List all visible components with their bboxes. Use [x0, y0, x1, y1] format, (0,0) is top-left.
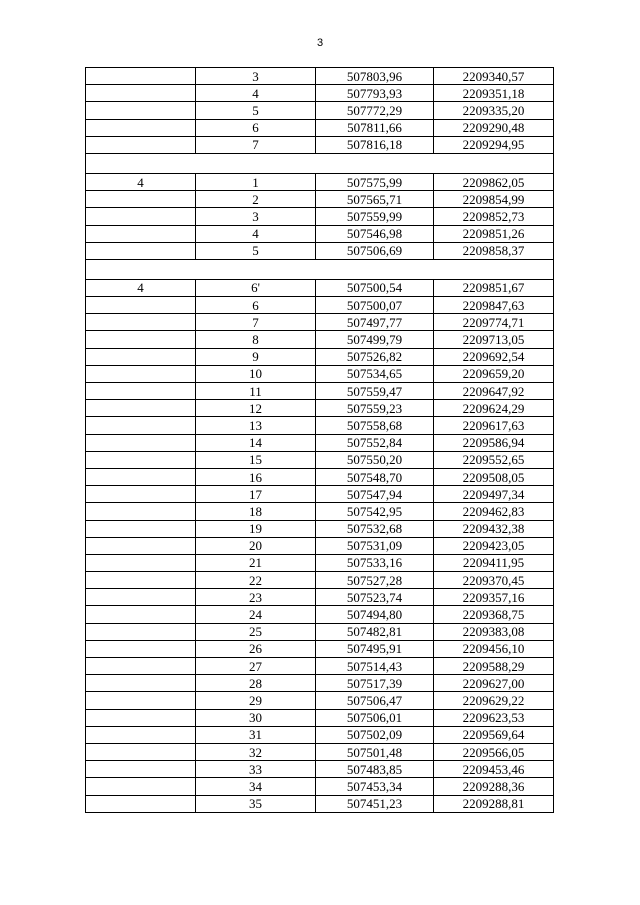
- group-label-cell: [86, 331, 196, 348]
- y-coordinate-cell: 2209288,36: [434, 778, 554, 795]
- x-coordinate-cell: 507500,54: [316, 279, 434, 296]
- y-coordinate-cell: 2209288,81: [434, 795, 554, 812]
- table-row: [86, 68, 554, 85]
- group-label-cell: [86, 451, 196, 468]
- x-coordinate-cell: 507526,82: [316, 348, 434, 365]
- x-coordinate-cell: 507811,66: [316, 119, 434, 136]
- y-coordinate-cell: 2209432,38: [434, 520, 554, 537]
- group-label-cell: [86, 572, 196, 589]
- point-number-cell: 18: [196, 503, 316, 520]
- x-coordinate-cell: 507559,47: [316, 383, 434, 400]
- table-row: [86, 417, 554, 434]
- x-coordinate-cell: 507502,09: [316, 726, 434, 743]
- table-row: [86, 365, 554, 382]
- x-coordinate-cell: 507548,70: [316, 468, 434, 485]
- point-number-cell: 28: [196, 675, 316, 692]
- point-number-cell: 11: [196, 383, 316, 400]
- table-row: [86, 297, 554, 314]
- point-number-cell: 14: [196, 434, 316, 451]
- point-number-cell: 30: [196, 709, 316, 726]
- table-row: [86, 314, 554, 331]
- x-coordinate-cell: 507517,39: [316, 675, 434, 692]
- point-number-cell: 17: [196, 486, 316, 503]
- group-separator-row: [86, 153, 554, 173]
- x-coordinate-cell: 507772,29: [316, 102, 434, 119]
- group-label-cell: [86, 434, 196, 451]
- y-coordinate-cell: 2209423,05: [434, 537, 554, 554]
- x-coordinate-cell: 507494,80: [316, 606, 434, 623]
- y-coordinate-cell: 2209588,29: [434, 658, 554, 675]
- group-label-cell: [86, 348, 196, 365]
- y-coordinate-cell: 2209552,65: [434, 451, 554, 468]
- group-label-cell: 4: [86, 279, 196, 296]
- x-coordinate-cell: 507559,99: [316, 208, 434, 225]
- table-row: [86, 468, 554, 485]
- y-coordinate-cell: 2209370,45: [434, 572, 554, 589]
- point-number-cell: 20: [196, 537, 316, 554]
- group-label-cell: [86, 778, 196, 795]
- group-label-cell: [86, 692, 196, 709]
- table-row: [86, 119, 554, 136]
- point-number-cell: 7: [196, 314, 316, 331]
- group-label-cell: [86, 85, 196, 102]
- y-coordinate-cell: 2209335,20: [434, 102, 554, 119]
- table-row: [86, 640, 554, 657]
- point-number-cell: 35: [196, 795, 316, 812]
- group-label-cell: [86, 102, 196, 119]
- coordinates-table-body: [86, 68, 554, 813]
- table-row: [86, 102, 554, 119]
- table-row: [86, 692, 554, 709]
- group-label-cell: [86, 761, 196, 778]
- group-label-cell: [86, 795, 196, 812]
- y-coordinate-cell: 2209629,22: [434, 692, 554, 709]
- y-coordinate-cell: 2209462,83: [434, 503, 554, 520]
- point-number-cell: 33: [196, 761, 316, 778]
- group-label-cell: [86, 606, 196, 623]
- x-coordinate-cell: 507483,85: [316, 761, 434, 778]
- group-label-cell: [86, 537, 196, 554]
- x-coordinate-cell: 507552,84: [316, 434, 434, 451]
- group-label-cell: [86, 242, 196, 259]
- y-coordinate-cell: 2209713,05: [434, 331, 554, 348]
- table-row: [86, 795, 554, 812]
- y-coordinate-cell: 2209569,64: [434, 726, 554, 743]
- y-coordinate-cell: 2209368,75: [434, 606, 554, 623]
- y-coordinate-cell: 2209351,18: [434, 85, 554, 102]
- point-number-cell: 2: [196, 191, 316, 208]
- group-label-cell: [86, 658, 196, 675]
- table-row: [86, 520, 554, 537]
- y-coordinate-cell: 2209508,05: [434, 468, 554, 485]
- table-row: [86, 434, 554, 451]
- point-number-cell: 5: [196, 242, 316, 259]
- point-number-cell: 19: [196, 520, 316, 537]
- group-label-cell: [86, 743, 196, 760]
- point-number-cell: 4: [196, 85, 316, 102]
- y-coordinate-cell: 2209453,46: [434, 761, 554, 778]
- x-coordinate-cell: 507482,81: [316, 623, 434, 640]
- table-row: [86, 726, 554, 743]
- y-coordinate-cell: 2209851,26: [434, 225, 554, 242]
- y-coordinate-cell: 2209624,29: [434, 400, 554, 417]
- table-row: [86, 348, 554, 365]
- group-label-cell: [86, 726, 196, 743]
- y-coordinate-cell: 2209497,34: [434, 486, 554, 503]
- group-label-cell: [86, 503, 196, 520]
- x-coordinate-cell: 507532,68: [316, 520, 434, 537]
- point-number-cell: 25: [196, 623, 316, 640]
- x-coordinate-cell: 507534,65: [316, 365, 434, 382]
- point-number-cell: 10: [196, 365, 316, 382]
- point-number-cell: 31: [196, 726, 316, 743]
- y-coordinate-cell: 2209862,05: [434, 173, 554, 190]
- x-coordinate-cell: 507506,47: [316, 692, 434, 709]
- point-number-cell: 8: [196, 331, 316, 348]
- point-number-cell: 5: [196, 102, 316, 119]
- point-number-cell: 3: [196, 68, 316, 85]
- y-coordinate-cell: 2209647,92: [434, 383, 554, 400]
- x-coordinate-cell: 507793,93: [316, 85, 434, 102]
- point-number-cell: 16: [196, 468, 316, 485]
- point-number-cell: 32: [196, 743, 316, 760]
- group-label-cell: [86, 191, 196, 208]
- table-row: [86, 623, 554, 640]
- y-coordinate-cell: 2209290,48: [434, 119, 554, 136]
- point-number-cell: 12: [196, 400, 316, 417]
- x-coordinate-cell: 507546,98: [316, 225, 434, 242]
- table-row: [86, 242, 554, 259]
- x-coordinate-cell: 507499,79: [316, 331, 434, 348]
- x-coordinate-cell: 507514,43: [316, 658, 434, 675]
- table-row: [86, 136, 554, 153]
- point-number-cell: 21: [196, 554, 316, 571]
- y-coordinate-cell: 2209357,16: [434, 589, 554, 606]
- table-row: [86, 400, 554, 417]
- x-coordinate-cell: 507533,16: [316, 554, 434, 571]
- x-coordinate-cell: 507500,07: [316, 297, 434, 314]
- group-label-cell: [86, 486, 196, 503]
- table-row: [86, 778, 554, 795]
- point-number-cell: 9: [196, 348, 316, 365]
- x-coordinate-cell: 507506,01: [316, 709, 434, 726]
- group-separator-cell: [86, 259, 554, 279]
- group-label-cell: [86, 119, 196, 136]
- group-label-cell: [86, 208, 196, 225]
- table-row: [86, 743, 554, 760]
- table-row: [86, 85, 554, 102]
- point-number-cell: 1: [196, 173, 316, 190]
- x-coordinate-cell: 507497,77: [316, 314, 434, 331]
- table-row: [86, 331, 554, 348]
- point-number-cell: 4: [196, 225, 316, 242]
- table-row: [86, 503, 554, 520]
- x-coordinate-cell: 507495,91: [316, 640, 434, 657]
- x-coordinate-cell: 507575,99: [316, 173, 434, 190]
- group-label-cell: [86, 520, 196, 537]
- table-row: [86, 173, 554, 190]
- x-coordinate-cell: 507803,96: [316, 68, 434, 85]
- table-row: [86, 658, 554, 675]
- point-number-cell: 29: [196, 692, 316, 709]
- group-label-cell: [86, 623, 196, 640]
- x-coordinate-cell: 507542,95: [316, 503, 434, 520]
- x-coordinate-cell: 507523,74: [316, 589, 434, 606]
- table-row: [86, 537, 554, 554]
- table-row: [86, 383, 554, 400]
- table-row: [86, 279, 554, 296]
- group-separator-cell: [86, 153, 554, 173]
- point-number-cell: 15: [196, 451, 316, 468]
- y-coordinate-cell: 2209854,99: [434, 191, 554, 208]
- y-coordinate-cell: 2209623,53: [434, 709, 554, 726]
- point-number-cell: 6: [196, 297, 316, 314]
- group-label-cell: [86, 468, 196, 485]
- group-label-cell: [86, 675, 196, 692]
- point-number-cell: 34: [196, 778, 316, 795]
- x-coordinate-cell: 507501,48: [316, 743, 434, 760]
- group-label-cell: [86, 383, 196, 400]
- y-coordinate-cell: 2209456,10: [434, 640, 554, 657]
- group-label-cell: [86, 400, 196, 417]
- y-coordinate-cell: 2209383,08: [434, 623, 554, 640]
- table-row: [86, 225, 554, 242]
- point-number-cell: 23: [196, 589, 316, 606]
- group-label-cell: [86, 297, 196, 314]
- table-row: [86, 572, 554, 589]
- x-coordinate-cell: 507453,34: [316, 778, 434, 795]
- group-label-cell: [86, 136, 196, 153]
- y-coordinate-cell: 2209659,20: [434, 365, 554, 382]
- x-coordinate-cell: 507527,28: [316, 572, 434, 589]
- group-label-cell: [86, 589, 196, 606]
- y-coordinate-cell: 2209617,63: [434, 417, 554, 434]
- x-coordinate-cell: 507506,69: [316, 242, 434, 259]
- y-coordinate-cell: 2209340,57: [434, 68, 554, 85]
- x-coordinate-cell: 507816,18: [316, 136, 434, 153]
- x-coordinate-cell: 507559,23: [316, 400, 434, 417]
- group-label-cell: [86, 314, 196, 331]
- group-label-cell: 4: [86, 173, 196, 190]
- y-coordinate-cell: 2209847,63: [434, 297, 554, 314]
- table-row: [86, 554, 554, 571]
- y-coordinate-cell: 2209294,95: [434, 136, 554, 153]
- x-coordinate-cell: 507565,71: [316, 191, 434, 208]
- x-coordinate-cell: 507451,23: [316, 795, 434, 812]
- point-number-cell: 6': [196, 279, 316, 296]
- table-row: [86, 675, 554, 692]
- point-number-cell: 13: [196, 417, 316, 434]
- y-coordinate-cell: 2209851,67: [434, 279, 554, 296]
- table-row: [86, 589, 554, 606]
- point-number-cell: 27: [196, 658, 316, 675]
- table-row: [86, 606, 554, 623]
- table-row: [86, 709, 554, 726]
- point-number-cell: 7: [196, 136, 316, 153]
- x-coordinate-cell: 507531,09: [316, 537, 434, 554]
- y-coordinate-cell: 2209411,95: [434, 554, 554, 571]
- y-coordinate-cell: 2209627,00: [434, 675, 554, 692]
- group-label-cell: [86, 709, 196, 726]
- group-label-cell: [86, 365, 196, 382]
- y-coordinate-cell: 2209566,05: [434, 743, 554, 760]
- page-number: 3: [316, 37, 324, 49]
- point-number-cell: 3: [196, 208, 316, 225]
- point-number-cell: 26: [196, 640, 316, 657]
- group-label-cell: [86, 225, 196, 242]
- group-separator-row: [86, 259, 554, 279]
- x-coordinate-cell: 507558,68: [316, 417, 434, 434]
- y-coordinate-cell: 2209586,94: [434, 434, 554, 451]
- group-label-cell: [86, 640, 196, 657]
- table-row: [86, 208, 554, 225]
- group-label-cell: [86, 68, 196, 85]
- coordinates-table: [85, 67, 554, 813]
- group-label-cell: [86, 417, 196, 434]
- x-coordinate-cell: 507547,94: [316, 486, 434, 503]
- y-coordinate-cell: 2209858,37: [434, 242, 554, 259]
- point-number-cell: 6: [196, 119, 316, 136]
- table-row: [86, 451, 554, 468]
- table-row: [86, 486, 554, 503]
- table-row: [86, 191, 554, 208]
- y-coordinate-cell: 2209774,71: [434, 314, 554, 331]
- table-row: [86, 761, 554, 778]
- point-number-cell: 24: [196, 606, 316, 623]
- y-coordinate-cell: 2209692,54: [434, 348, 554, 365]
- point-number-cell: 22: [196, 572, 316, 589]
- y-coordinate-cell: 2209852,73: [434, 208, 554, 225]
- x-coordinate-cell: 507550,20: [316, 451, 434, 468]
- group-label-cell: [86, 554, 196, 571]
